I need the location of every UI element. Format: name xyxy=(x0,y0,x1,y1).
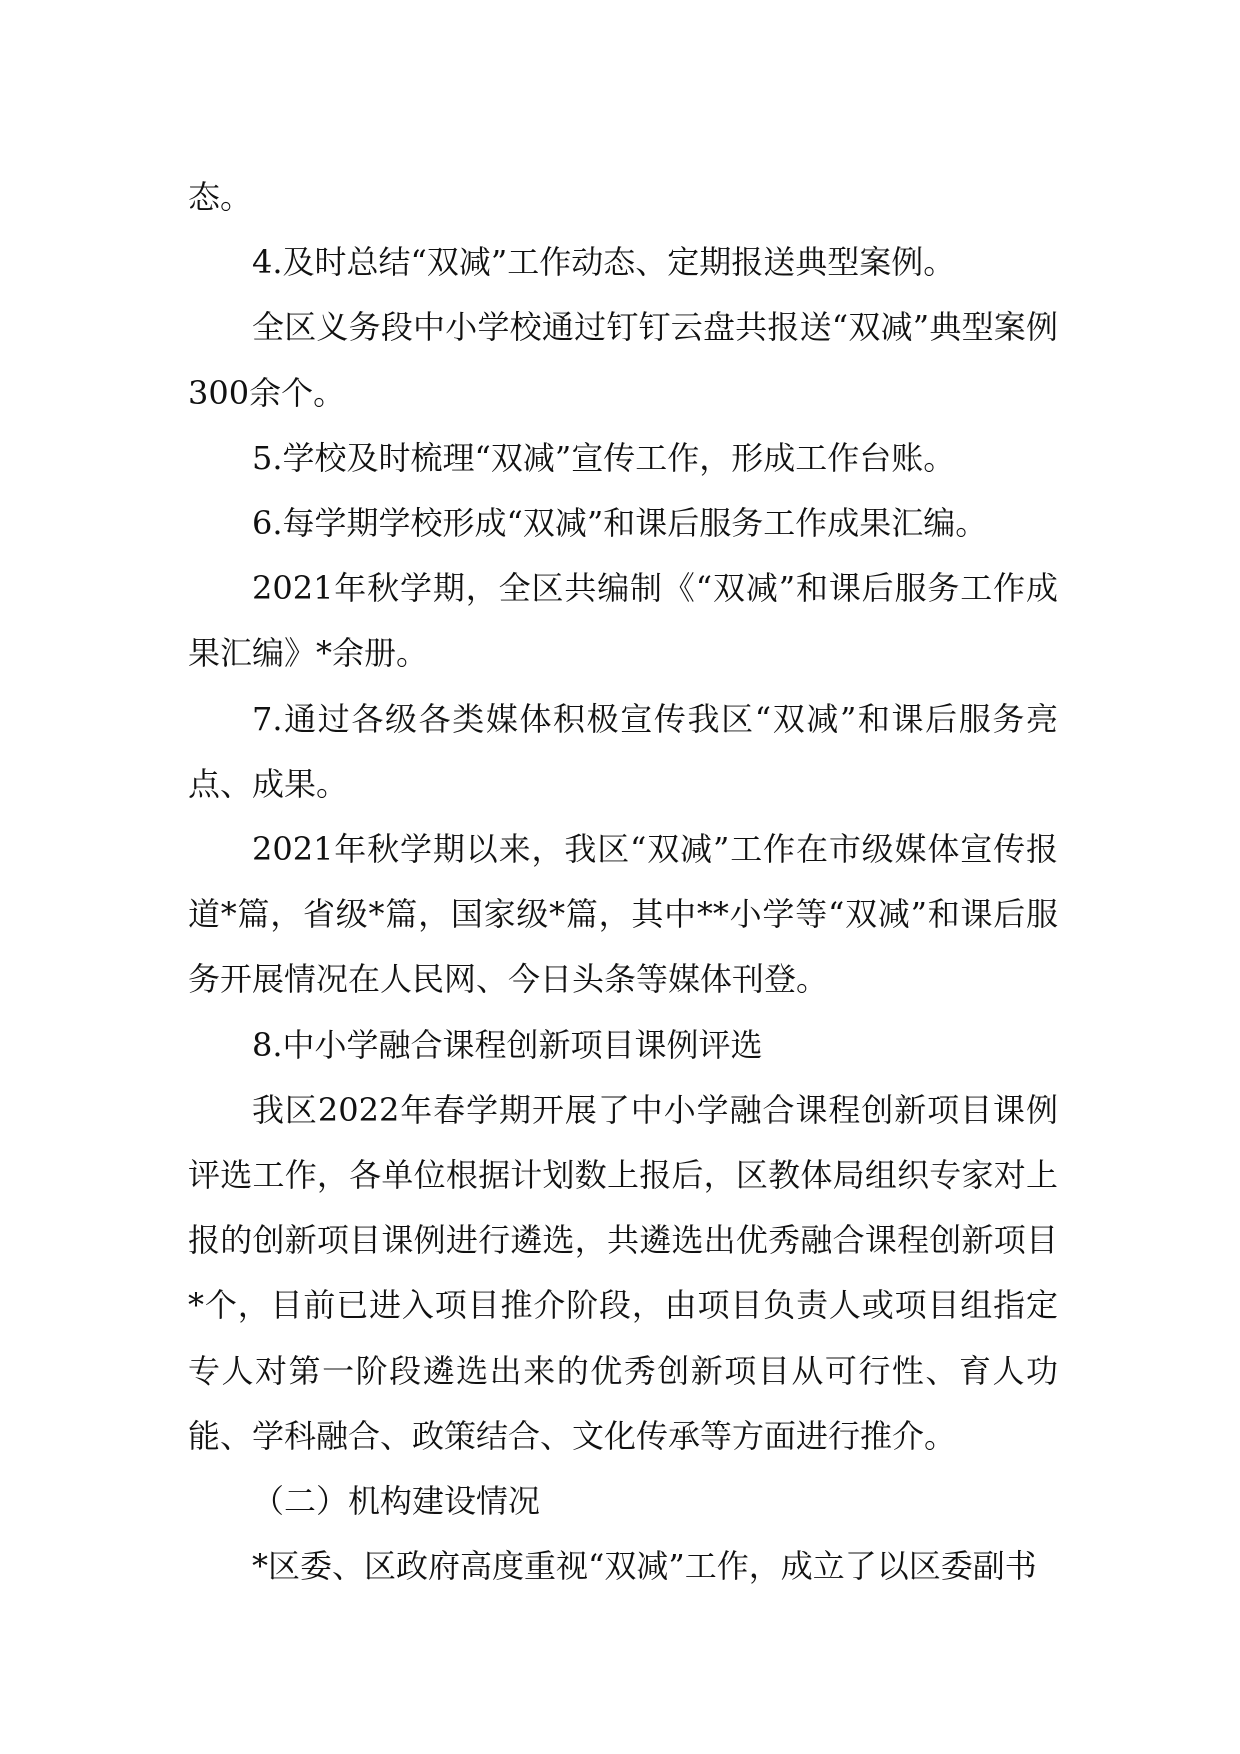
paragraph-item-8: 8.中小学融合课程创新项目课例评选 xyxy=(252,1025,763,1064)
paragraph-item-6-detail: 2021年秋学期，全区共编制《“双减”和课后服务工作成果汇编》*余册。 xyxy=(188,569,1058,673)
section-heading-institution: （二）机构建设情况 xyxy=(252,1482,541,1521)
paragraph-item-4-detail: 全区义务段中小学校通过钉钉云盘共报送“双减”典型案例300余个。 xyxy=(188,308,1058,412)
paragraph-item-7: 7.通过各级各类媒体积极宣传我区“双减”和课后服务亮点、成果。 xyxy=(188,699,1058,803)
paragraph-item-8-detail: 我区2022年春学期开展了中小学融合课程创新项目课例评选工作，各单位根据计划数上报后，区教体局组织专家对上报的创新项目课例进行遴选，共遴选出优秀融合课程创新项目*个，目前已进入项目推介阶段，由项目负责人或项目组指定专人对第一阶段遴选出来的优秀创新项目从可行性、育人功能、学科融合、政策结合、文化传承等方面进行推介。 xyxy=(188,1090,1058,1455)
paragraph-item-4: 4.及时总结“双减”工作动态、定期报送典型案例。 xyxy=(252,243,956,282)
paragraph-item-5: 5.学校及时梳理“双减”宣传工作，形成工作台账。 xyxy=(252,438,956,477)
document-body xyxy=(188,165,1058,1599)
paragraph-item-6: 6.每学期学校形成“双减”和课后服务工作成果汇编。 xyxy=(252,504,988,543)
paragraph-item-7-detail: 2021年秋学期以来，我区“双减”工作在市级媒体宣传报道*篇，省级*篇，国家级*篇，其中**小学等“双减”和课后服务开展情况在人民网、今日头条等媒体刊登。 xyxy=(188,830,1058,999)
paragraph-continuation: 态。 xyxy=(188,178,253,216)
paragraph-institution-detail: *区委、区政府高度重视“双减”工作，成立了以区委副书 xyxy=(252,1547,1037,1586)
